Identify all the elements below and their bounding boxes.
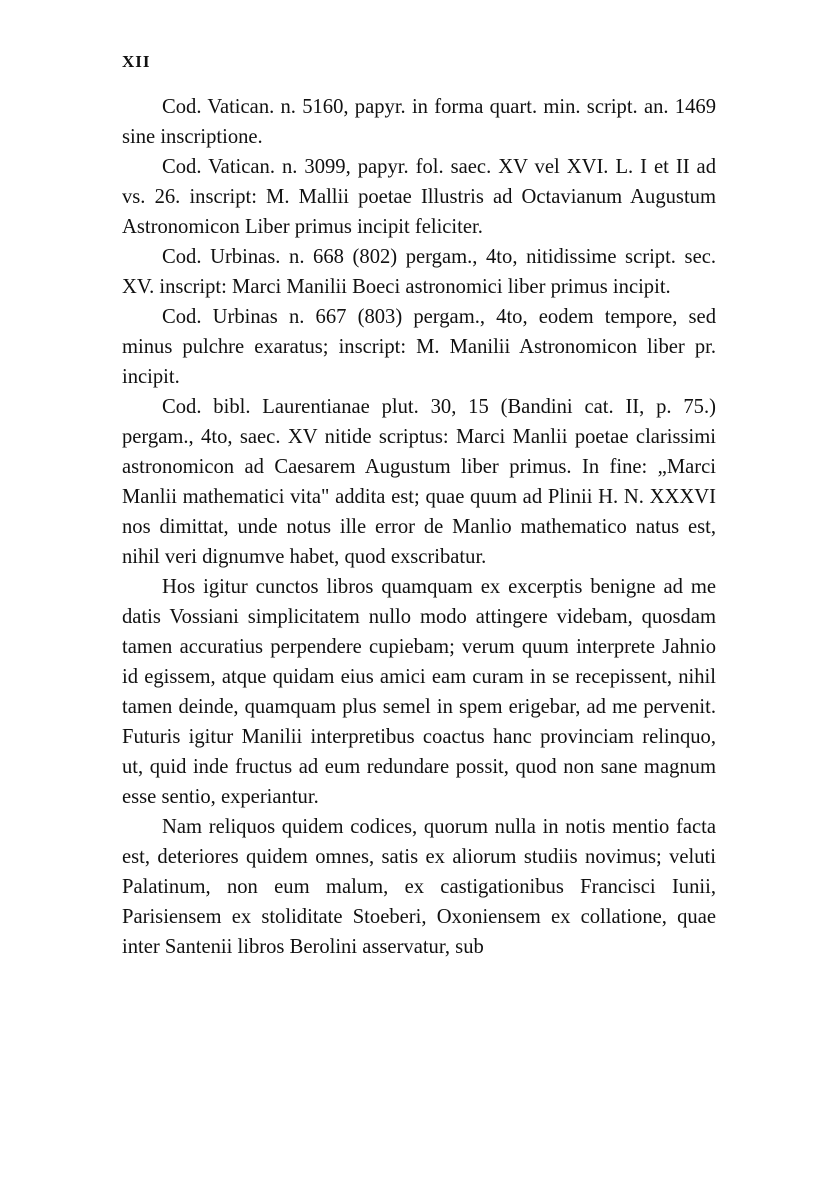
page-number: XII [122, 52, 151, 71]
paragraph-hos-igitur: Hos igitur cunctos libros quamquam ex excerptis benigne ad me datis Vossiani simplicitatem nullo modo attingere videbam, quosdam tamen accuratius perpendere cupiebam; verum quum interprete Jahnio id egissem, atque quidam eius amici eam curam in se recepissent, nihil tamen deinde, quamquam plus semel in spem erigebar, ad me pervenit. Futuris igitur Manilii interpretibus coactus hanc provinciam relinquo, ut, quid inde fructus ad eum redundare possit, quod non sane magnum esse sentio, experiantur. [122, 576, 716, 808]
paragraph-cod-vatican-5160: Cod. Vatican. n. 5160, papyr. in forma quart. min. script. an. 1469 sine inscriptione. [122, 96, 716, 148]
paragraph-cod-urbinas-668: Cod. Urbinas. n. 668 (802) pergam., 4to, nitidissime script. sec. XV. inscript: Marci Manilii Boeci astronomici liber primus incipit. [122, 246, 716, 298]
paragraph-cod-urbinas-667: Cod. Urbinas n. 667 (803) pergam., 4to, eodem tempore, sed minus pulchre exaratus; inscript: M. Manilii Astronomicon liber pr. incipit. [122, 306, 716, 388]
paragraph-nam-reliquos: Nam reliquos quidem codices, quorum nulla in notis mentio facta est, deteriores quidem omnes, satis ex aliorum studiis novimus; veluti Palatinum, non eum malum, ex castigationibus Francisci Iunii, Parisiensem ex stoliditate Stoeberi, Oxoniensem ex collatione, quae inter Santenii libros Berolini asservatur, sub [122, 816, 716, 958]
body-text [122, 92, 716, 962]
paragraph-cod-vatican-3099: Cod. Vatican. n. 3099, papyr. fol. saec. XV vel XVI. L. I et II ad vs. 26. inscript: M. Mallii poetae Illustris ad Octavianum Augustum Astronomicon Liber primus incipit feliciter. [122, 156, 716, 238]
paragraph-cod-laurentianae: Cod. bibl. Laurentianae plut. 30, 15 (Bandini cat. II, p. 75.) pergam., 4to, saec. XV nitide scriptus: Marci Manlii poetae clarissimi astronomicon ad Caesarem Augustum liber primus. In fine: „Marci Manlii mathematici vita" addita est; quae quum ad Plinii H. N. XXXVI nos dimittat, unde notus ille error de Manlio mathematico natus est, nihil veri dignumve habet, quod exscribatur. [122, 396, 716, 568]
